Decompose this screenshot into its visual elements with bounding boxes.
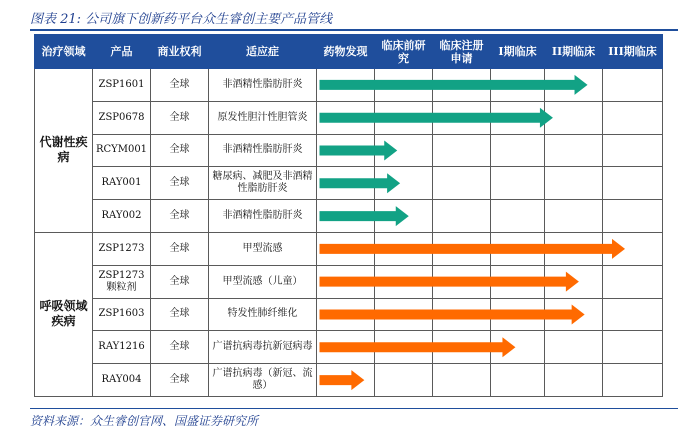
product-cell: RCYM001 — [93, 134, 151, 167]
rights-cell: 全球 — [151, 331, 209, 364]
indication-cell: 广谱抗病毒（新冠、流感） — [209, 364, 317, 397]
product-cell: RAY001 — [93, 167, 151, 200]
indication-cell: 甲型流感 — [209, 232, 317, 265]
indication-cell: 糖尿病、减肥及非酒精性脂肪肝炎 — [209, 167, 317, 200]
area-label-respiratory: 呼吸领域疾病 — [35, 232, 93, 396]
progress-arrow — [320, 337, 516, 357]
progress-arrow — [320, 370, 365, 390]
rights-cell: 全球 — [151, 134, 209, 167]
source-note: 资料来源：众生睿创官网、国盛证券研究所 — [30, 414, 259, 428]
header-product: 产品 — [93, 35, 151, 69]
progress-arrow — [320, 206, 409, 226]
product-cell: ZSP1601 — [93, 69, 151, 102]
indication-cell: 特发性肺纤维化 — [209, 298, 317, 331]
product-cell: RAY1216 — [93, 331, 151, 364]
rights-cell: 全球 — [151, 69, 209, 102]
product-cell: ZSP0678 — [93, 101, 151, 134]
header-stage-ind: 临床注册申请 — [433, 35, 491, 69]
indication-cell: 非酒精性脂肪肝炎 — [209, 200, 317, 233]
product-cell: RAY004 — [93, 364, 151, 397]
product-cell: ZSP1603 — [93, 298, 151, 331]
figure-title: 图表 21: 公司旗下创新药平台众生睿创主要产品管线 — [30, 12, 333, 27]
indication-cell: 广谱抗病毒抗新冠病毒 — [209, 331, 317, 364]
header-stage-phase3: III期临床 — [603, 35, 663, 69]
progress-arrow — [320, 108, 553, 128]
header-stage-discovery: 药物发现 — [317, 35, 375, 69]
progress-arrow — [320, 239, 626, 259]
progress-arrow — [320, 75, 588, 95]
header-stage-phase1: I期临床 — [491, 35, 545, 69]
header-stage-preclinical: 临床前研究 — [375, 35, 433, 69]
progress-arrow — [320, 173, 401, 193]
rights-cell: 全球 — [151, 167, 209, 200]
product-cell: ZSP1273 — [93, 232, 151, 265]
indication-cell: 原发性胆汁性胆管炎 — [209, 101, 317, 134]
progress-arrow — [320, 140, 398, 160]
rights-cell: 全球 — [151, 200, 209, 233]
header-indication: 适应症 — [209, 35, 317, 69]
product-cell: RAY002 — [93, 200, 151, 233]
rights-cell: 全球 — [151, 364, 209, 397]
rights-cell: 全球 — [151, 265, 209, 298]
rights-cell: 全球 — [151, 101, 209, 134]
rights-cell: 全球 — [151, 298, 209, 331]
indication-cell: 非酒精性脂肪肝炎 — [209, 134, 317, 167]
footer-rule — [30, 408, 678, 409]
progress-arrow — [320, 304, 585, 324]
rights-cell: 全球 — [151, 232, 209, 265]
indication-cell: 甲型流感（儿童） — [209, 265, 317, 298]
header-stage-phase2: II期临床 — [545, 35, 603, 69]
indication-cell: 非酒精性脂肪肝炎 — [209, 69, 317, 102]
header-rights: 商业权利 — [151, 35, 209, 69]
area-label-metabolic: 代谢性疾病 — [35, 69, 93, 233]
progress-arrow — [320, 272, 579, 292]
product-cell: ZSP1273颗粒剂 — [93, 265, 151, 298]
header-area: 治疗领域 — [35, 35, 93, 69]
